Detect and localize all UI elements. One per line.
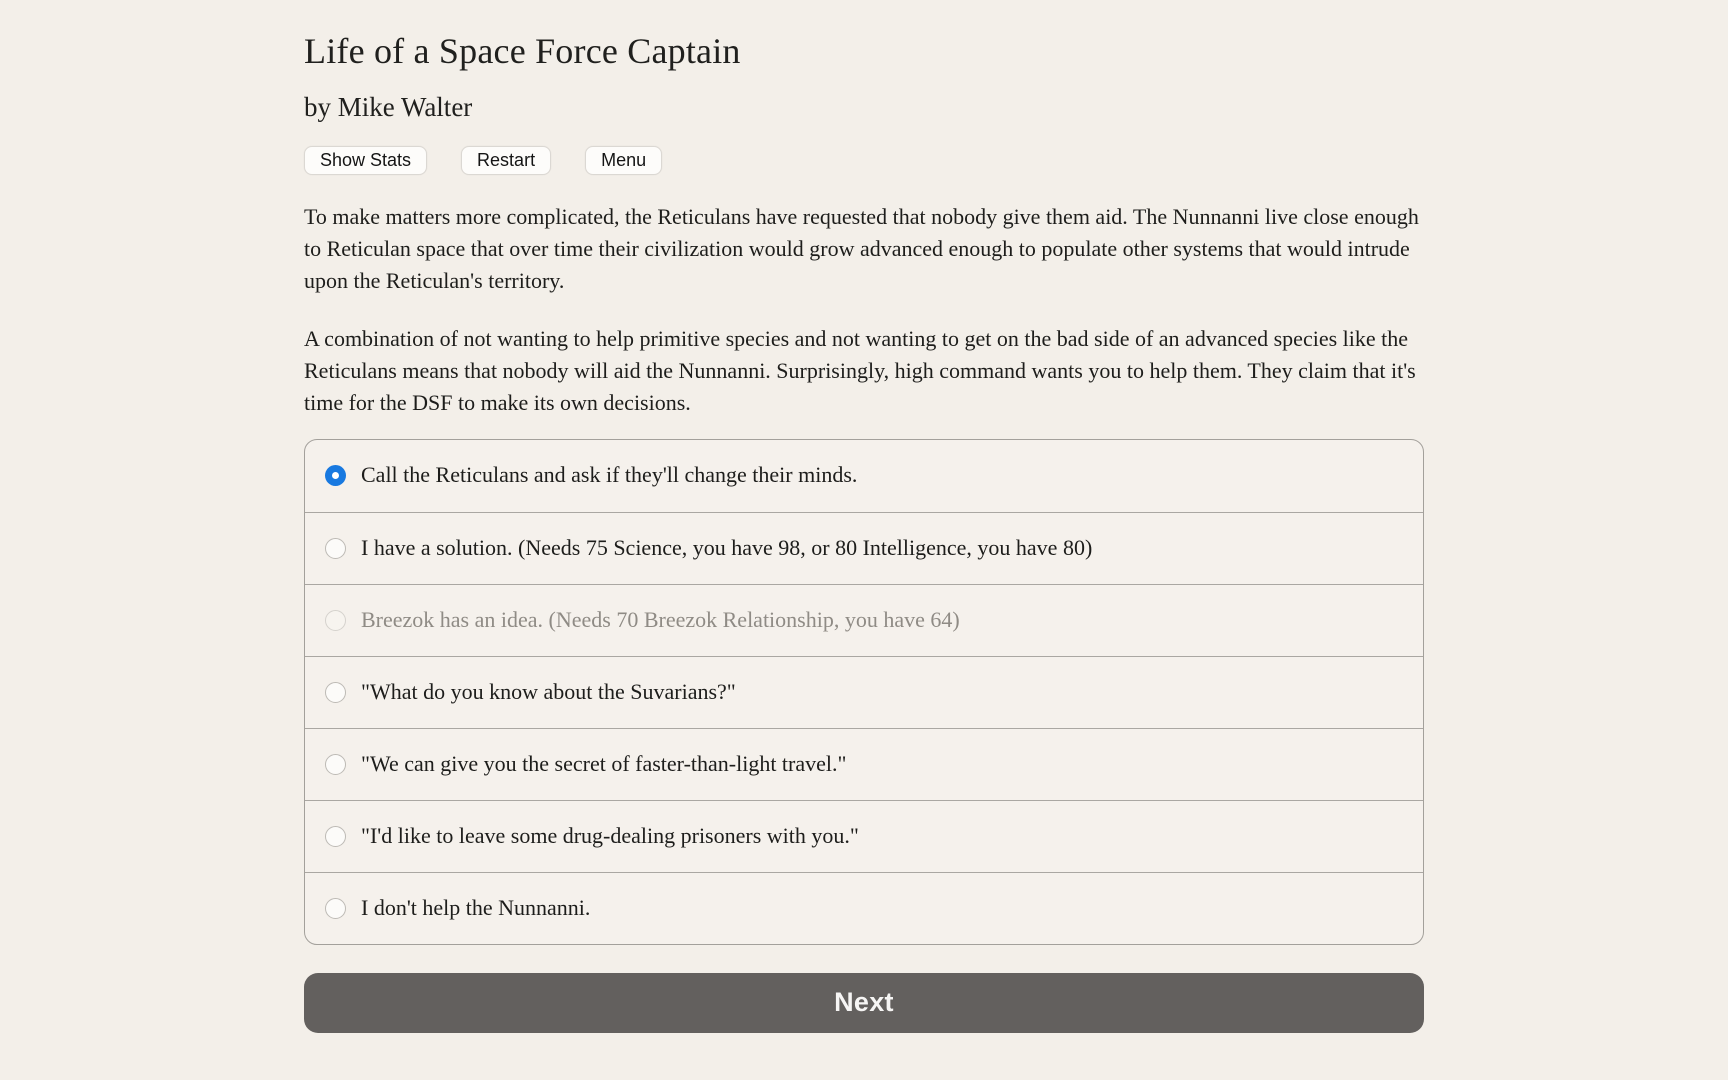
radio-unselected-icon[interactable] [325, 826, 346, 847]
choice-row [305, 584, 1423, 656]
choice-label: Call the Reticulans and ask if they'll change their minds. [361, 462, 858, 488]
show-stats-button[interactable]: Show Stats [304, 146, 427, 175]
author-byline: by Mike Walter [304, 92, 473, 123]
toolbar [304, 146, 1424, 175]
choice-row[interactable] [305, 440, 1423, 512]
radio-unselected-icon[interactable] [325, 538, 346, 559]
story-paragraph: A combination of not wanting to help primitive species and not wanting to get on the bad side of an advanced species like the Reticulans means that nobody will aid the Nunnanni. Surprisingly, high command wants you to help them. They claim that it's time for the DSF to make its own decisions. [304, 325, 1416, 415]
page-title: Life of a Space Force Captain [304, 31, 741, 71]
story-paragraph: To make matters more complicated, the Reticulans have requested that nobody give them aid. The Nunnanni live close enough to Reticulan space that over time their civilization would grow advanced enough to populate other systems that would intrude upon the Reticulan's territory. [304, 203, 1419, 293]
choice-list [304, 439, 1424, 945]
radio-unselected-icon[interactable] [325, 754, 346, 775]
choice-row[interactable] [305, 728, 1423, 800]
menu-button[interactable]: Menu [585, 146, 662, 175]
game-page [304, 0, 1424, 1033]
radio-unselected-icon [325, 610, 346, 631]
radio-selected-icon[interactable] [325, 465, 346, 486]
choice-label: "What do you know about the Suvarians?" [361, 678, 736, 704]
radio-inner-dot [332, 472, 339, 479]
choice-label: I don't help the Nunnanni. [361, 894, 591, 920]
choice-label: "We can give you the secret of faster-than-light travel." [361, 750, 847, 776]
next-button[interactable]: Next [304, 973, 1424, 1033]
radio-unselected-icon[interactable] [325, 898, 346, 919]
restart-button[interactable]: Restart [461, 146, 551, 175]
choice-label: "I'd like to leave some drug-dealing prisoners with you." [361, 822, 859, 848]
choice-row[interactable] [305, 512, 1423, 584]
choice-label: Breezok has an idea. (Needs 70 Breezok Relationship, you have 64) [361, 606, 960, 632]
choice-row[interactable] [305, 800, 1423, 872]
choice-row[interactable] [305, 872, 1423, 944]
radio-unselected-icon[interactable] [325, 682, 346, 703]
choice-label: I have a solution. (Needs 75 Science, you have 98, or 80 Intelligence, you have 80) [361, 534, 1093, 560]
choice-row[interactable] [305, 656, 1423, 728]
